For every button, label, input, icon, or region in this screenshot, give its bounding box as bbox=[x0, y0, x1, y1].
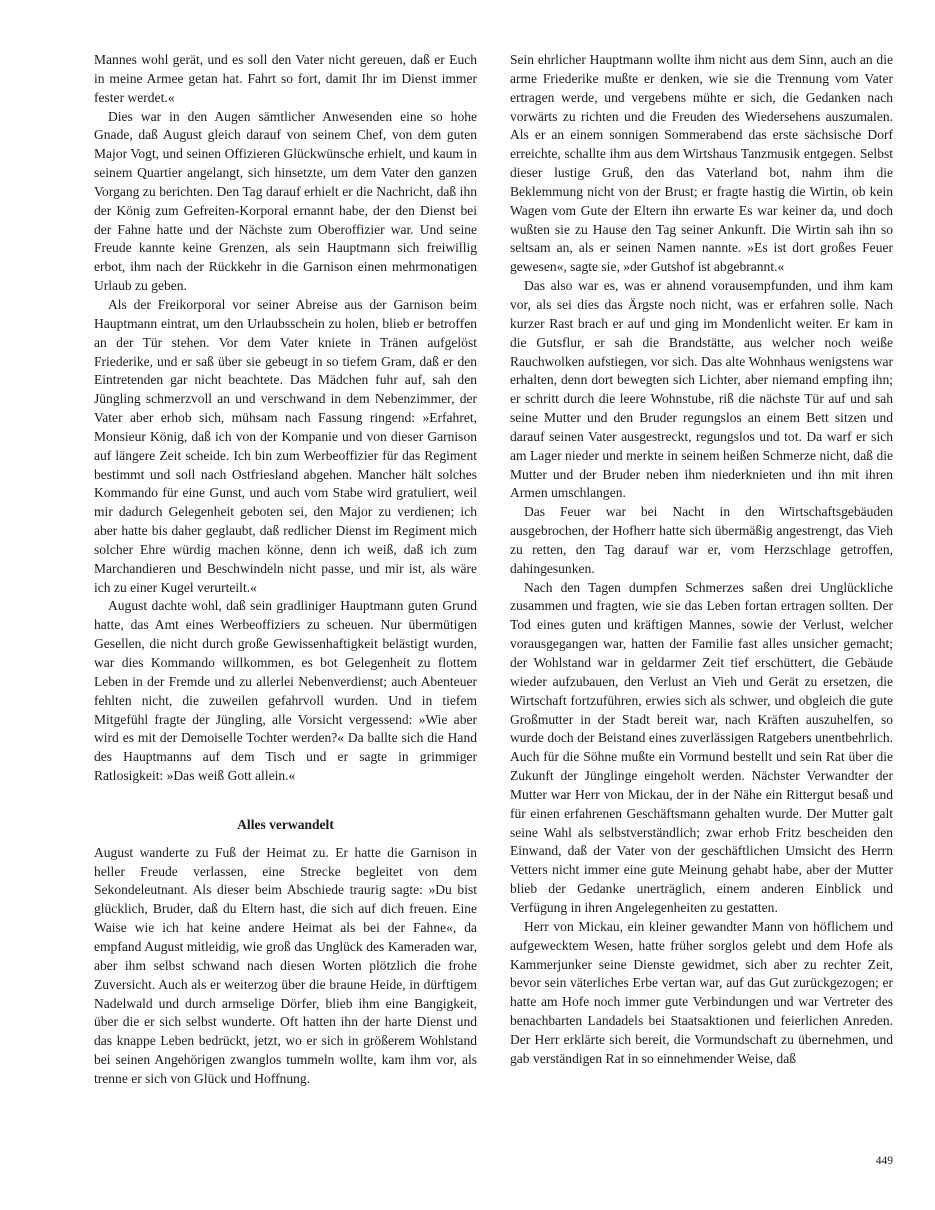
paragraph: Herr von Mickau, ein kleiner gewandter Mann von höflichem und aufgewecktem Wesen, hatte früher sorglos gelebt und dem Hofe als Kammerjunker seine Dienste gewidmet, sich aber zu rechter Zeit, bevor sein väterliches Erbe vertan war, auf das Gut zurückgezogen; er hatte am Hofe noch immer gute Verbindungen und war Vertreter des benachbarten Landadels bei Staatsaktionen und feierlichen Anreden. Der Herr erklärte sich bereit, die Vormundschaft zu übernehmen, und gab verständigen Rat in so einnehmender Weise, daß bbox=[510, 918, 893, 1066]
right-text-column bbox=[510, 51, 893, 1069]
left-text-column bbox=[94, 51, 477, 1089]
paragraph: Als der Freikorporal vor seiner Abreise aus der Garnison beim Hauptmann eintrat, um den Urlaubsschein zu holen, blieb er betroffen an der Tür stehen. Vor dem Vater kniete in Tränen aufgelöst Friederike, und er saß über sie gebeugt in so tiefem Gram, daß er den Eintretenden gar nicht beachtete. Das Mädchen fuhr auf, sah den Jüngling schmerzvoll an und verschwand in dem Nebenzimmer, der Vater aber erhob sich, mühsam nach Fassung ringend: »Erfahret, Monsieur König, daß ich von der Kompanie und von dieser Garnison auf längere Zeit scheide. Ich bin zum Werbeoffizier für das Regiment bestimmt und soll nach Ostfriesland abgehen. Mancher hält solches Kommando für eine Gunst, und auch vom Stabe wird gratuliert, weil mir dadurch Gelegenheit geboten sei, den Major zu verdienen; ich aber hatte bis daher geglaubt, daß redlicher Dienst im Regiment mich solcher Ehre würdig machen könne, denn ich weiß, daß ich zum Marchandieren und Beschwindeln nicht passe, und mir ist, als wäre ich zu einer Kugel verurteilt.« bbox=[94, 296, 477, 595]
paragraph: August dachte wohl, daß sein gradliniger Hauptmann guten Grund hatte, das Amt eines Werbeoffiziers zu scheuen. Nur übermütigen Gesellen, die nicht durch große Gewissenhaftigkeit belästigt wurden, war dies Kommando willkommen, es bot Gelegenheit zu flottem Leben in der Fremde und zu allerlei Nebenverdienst; auch Abenteuer fehlten nicht, die zuweilen gefahrvoll wurden. Und in tiefem Mitgefühl fragte der Jüngling, alle Vorsicht vergessend: »Wie aber wird es mit der Demoiselle Tochter werden?« Da ballte sich die Hand des Hauptmanns auf dem Tisch und er sagte in grimmiger Ratlosigkeit: »Das weiß Gott allein.« bbox=[94, 598, 477, 784]
page-number: 449 bbox=[875, 1155, 893, 1167]
paragraph: Nach den Tagen dumpfen Schmerzes saßen drei Unglückliche zusammen und fragten, wie sie das Leben fortan ertragen sollten. Der Tod eines guten und kräftigen Mannes, sowie der Verlust, welcher vorausgegangen war, hatten der Familie fast alles unsicher gemacht; der Wohlstand war in geldarmer Zeit tief erschüttert, die Gebäude wieder aufzubauen, den Verlust an Vieh und Gerät zu ersetzen, die Wirtschaft fortzuführen, erwies sich als schwer, und obgleich die gute Großmutter in der Stadt bereit war, nach Kräften auszuhelfen, so wurde doch der Beistand eines zuverlässigen Ratgebers unentbehrlich. Auch für die Söhne mußte ein Vormund bestellt und sein Rat über die Zukunft der Jünglinge eingeholt werden. Nächster Verwandter der Mutter war Herr von Mickau, der in der Nähe ein Rittergut besaß und für einen erfahrenen Geschäftsmann gehalten wurde. Der Mutter galt seine Wahl als selbstverständlich; zwar erhob Fritz bescheiden den Einwand, daß der Vater von der geschäftlichen Umsicht des Herrn Vetters nicht immer eine gute Meinung gehabt habe, aber der Mutter blieb der Gedanke unerträglich, einem anderen Einblick und Verfügung in ihren Angelegenheiten zu gestatten. bbox=[510, 579, 893, 915]
paragraph: Sein ehrlicher Hauptmann wollte ihm nicht aus dem Sinn, auch an die arme Friederike mußte er denken, wie sie die Trennung vom Vater ertragen werde, und vergebens mühte er sich, die Gedanken nach vorwärts zu richten und die Freuden des Wiedersehens auszumalen. Als er an einem sonnigen Sommerabend das erste sächsische Dorf erreichte, schallte ihm aus dem Wirtshaus Tanzmusik entgegen. Selbst dieser lustige Gruß, den das Vaterland bot, nahm ihm die Beklemmung nicht von der Brust; er fragte hastig die Wirtin, ob kein Wagen vom Gute der Eltern ihn erwarte Es war keiner da, und doch wußten sie zu Hause den Tag seiner Ankunft. Die Wirtin sah ihn so seltsam an, als er seinen Namen nannte. »Es ist dort großes Feuer gewesen«, sagte sie, »der Gutshof ist abgebrannt.« bbox=[510, 52, 893, 275]
paragraph: Mannes wohl gerät, und es soll den Vater nicht gereuen, daß er Euch in meine Armee getan hat. Fahrt so fort, damit Ihr im Dienst immer fester werdet.« bbox=[94, 52, 477, 105]
paragraph: Dies war in den Augen sämtlicher Anwesenden eine so hohe Gnade, daß August gleich darauf von seinem Chef, von dem guten Major Vogt, und seinen Offizieren Glückwünsche erhielt, und kaum in seinem Quartier angelangt, sich hinsetzte, um dem Vater den ganzen Vorgang zu berichten. Den Tag darauf erhielt er die Nachricht, daß ihn der König zum Gefreiten-Korporal ernannt habe, der den Dienst bei der Fahne hatte und der Nächste zum Oberoffizier war. Und seine Freude kannte keine Grenzen, als sein Hauptmann sich freiwillig erbot, ihm nach der Rückkehr in die Garnison einen mehrmonatigen Urlaub zu geben. bbox=[94, 108, 477, 294]
paragraph: Das also war es, was er ahnend vorausempfunden, und ihm kam vor, als sei dies das Ärgste noch nicht, was er erfahren solle. Nach kurzer Rast brach er auf und ging im Mondenlicht weiter. Er kam in die Gutsflur, er sah die Brandstätte, aus welcher noch weiße Rauchwolken aufstiegen, vor sich. Das alte Wohnhaus wenigstens war erhalten, denn dort bewegten sich Lichter, aber niemand empfing ihn; er schritt durch die leere Wohnstube, riß die nächste Tür auf und sah seine Mutter und den Bruder regungslos an einem Bett sitzen und darauf seinen Vater ausgestreckt, regungslos und tot. Da warf er sich am Lager nieder und merkte in seinem heißen Schmerze nicht, daß die Mutter und der Bruder neben ihm niederknieten und ihn mit ihren Armen umschlangen. bbox=[510, 278, 893, 501]
paragraph: August wanderte zu Fuß der Heimat zu. Er hatte die Garnison in heller Freude verlassen, eine Strecke begleitet von dem Sekondeleutnant. Als dieser beim Abschiede traurig sagte: »Du bist glücklich, Bruder, daß du Eltern hast, die sich auf dich freuen. Eine Waise wie ich hat keine andere Heimat als bei der Fahne«, da empfand August mitleidig, wie groß das Unglück des Kameraden war, aber ihm selbst schwand nach diesen Worten plötzlich die frohe Zuversicht. Auch als er weiterzog über die braune Heide, in dürftigem Nadelwald und durch armselige Dörfer, blieb ihm eine Bangigkeit, über die er sich selbst wunderte. Oft hatten ihn der harte Dienst und das knappe Leben bedrückt, jetzt, wo er sich in größerem Wohlstand bei seinen Angehörigen zwanglos tummeln wollte, kam ihm vor, als trenne er sich von Glück und Hoffnung. bbox=[94, 844, 477, 1086]
paragraph: Das Feuer war bei Nacht in den Wirtschaftsgebäuden ausgebrochen, der Hofherr hatte sich übermäßig angestrengt, das Vieh zu retten, den Tag darauf war er, vom Herzschlage getroffen, dahingesunken. bbox=[510, 504, 893, 576]
section-heading: Alles verwandelt bbox=[237, 816, 334, 832]
